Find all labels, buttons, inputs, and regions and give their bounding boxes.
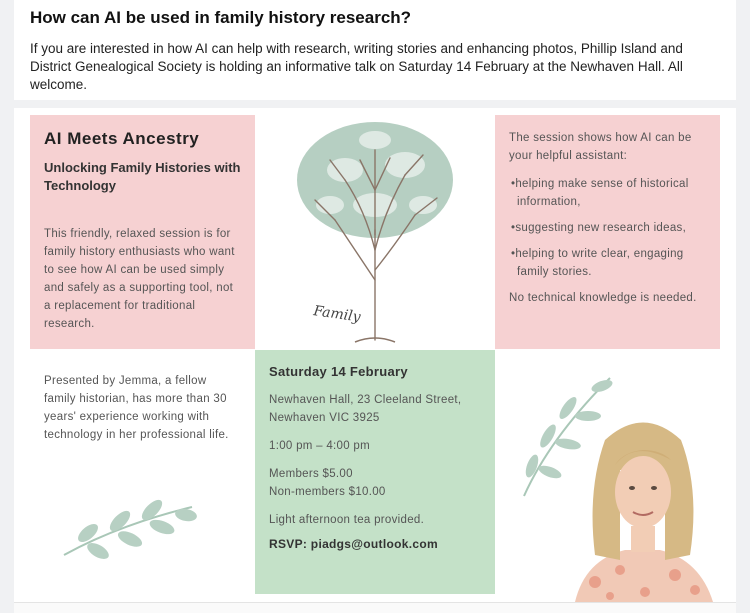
event-details-panel — [255, 350, 495, 594]
event-date: Saturday 14 February — [269, 364, 408, 379]
presenter-text: Presented by Jemma, a fellow family historian, has more than 30 years' experience working with technology in her professional life. — [44, 375, 229, 441]
post-footer-divider — [14, 602, 736, 613]
intro-panel — [30, 115, 255, 349]
flyer-heading: AI Meets Ancestry — [44, 129, 200, 148]
divider — [14, 100, 736, 108]
family-tree-illustration — [275, 110, 475, 350]
session-intro: The session shows how AI can be your helpful assistant: — [509, 132, 692, 162]
presenter-photo — [565, 410, 720, 602]
bullet-item: •helping make sense of historical information, — [511, 178, 689, 208]
event-venue-line1: Newhaven Hall, 23 Cleeland Street, — [269, 394, 462, 406]
flyer-subheading: Unlocking Family Histories with Technology — [44, 160, 241, 193]
tree-label: Family — [312, 303, 362, 326]
bullet-item: •suggesting new research ideas, — [511, 222, 687, 234]
event-flyer-image[interactable] — [30, 110, 720, 602]
session-panel — [495, 115, 720, 349]
leaf-sprig-icon — [58, 485, 198, 565]
facebook-post — [14, 0, 736, 612]
refreshments-note: Light afternoon tea provided. — [269, 514, 425, 526]
event-time: 1:00 pm – 4:00 pm — [269, 440, 370, 452]
rsvp-email: RSVP: piadgs@outlook.com — [269, 537, 438, 551]
members-price: Members $5.00 — [269, 468, 353, 480]
bullet-item: •helping to write clear, engaging family stories. — [511, 248, 684, 278]
non-members-price: Non-members $10.00 — [269, 486, 386, 498]
intro-text: This friendly, relaxed session is for family history enthusiasts who want to see how AI can be used simply and safely as a supporting tool, not a replacement for traditional research. — [44, 228, 235, 330]
post-title: How can AI be used in family history research? — [30, 8, 412, 27]
no-tech-note: No technical knowledge is needed. — [509, 292, 697, 304]
post-body: If you are interested in how AI can help with research, writing stories and enhancing photos, Phillip Island and District Genealogical Society is holding an informative talk on Saturday 14 February at the Newhaven Hall. All welcome. — [30, 41, 683, 92]
event-venue-line2: Newhaven VIC 3925 — [269, 412, 380, 424]
